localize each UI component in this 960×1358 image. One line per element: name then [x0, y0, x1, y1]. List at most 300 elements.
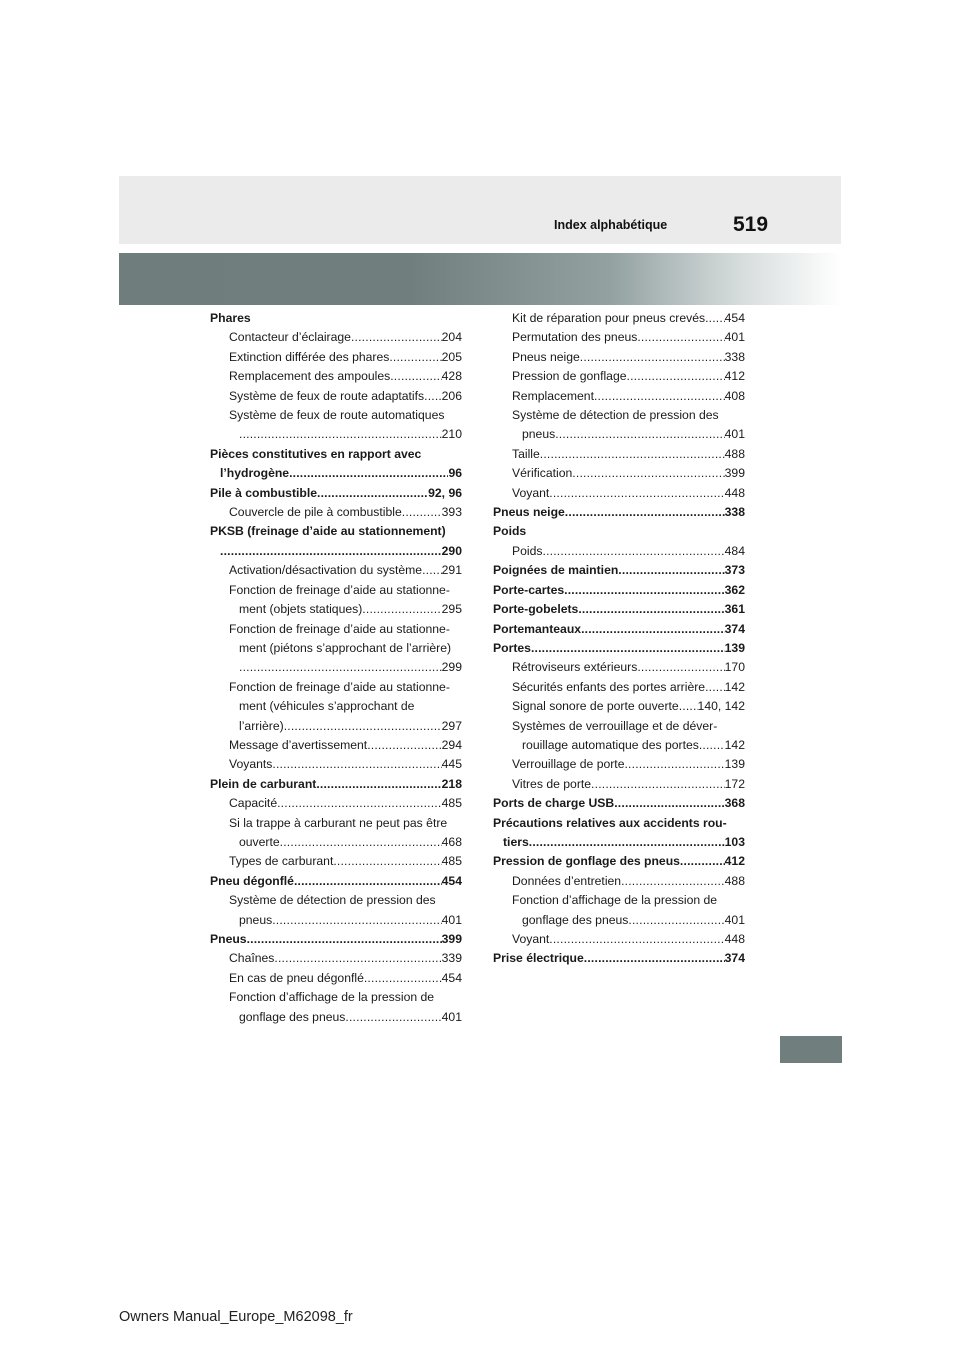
index-line — [229, 852, 462, 871]
index-line — [512, 367, 745, 386]
page-ref[interactable]: 103 — [724, 834, 745, 849]
dot-leader — [581, 620, 725, 639]
entry-text: Kit de réparation pour pneus crevés — [512, 311, 706, 325]
entry-text: l’arrière) — [239, 718, 284, 733]
entry-text: Portemanteaux — [493, 621, 582, 636]
index-line — [210, 542, 462, 561]
page-ref[interactable]: 408 — [724, 388, 745, 403]
entry-text: Système de détection de pression des — [229, 893, 436, 908]
entry-text: Pneus neige — [512, 349, 580, 364]
entry-text: ment (objets statiques) — [239, 602, 363, 617]
dot-leader — [549, 930, 724, 949]
index-entry — [210, 484, 462, 503]
dot-leader — [274, 949, 441, 968]
dot-leader — [367, 736, 441, 755]
entry-text: Message d’avertissement — [229, 737, 368, 752]
index-subentry — [493, 872, 745, 891]
page-ref[interactable]: 399 — [441, 932, 462, 946]
page-ref[interactable]: 218 — [441, 776, 462, 791]
entry-text: rouillage automatique des portes — [522, 737, 699, 752]
entry-text: Permutation des pneus — [512, 330, 638, 345]
entry-text: Remplacement — [512, 388, 594, 403]
index-line — [210, 872, 462, 891]
index-subentry — [210, 949, 462, 968]
index-line — [493, 794, 745, 813]
index-line — [512, 736, 745, 755]
section-title: Index alphabétique — [554, 218, 668, 232]
index-subentry — [210, 387, 462, 406]
index-line — [229, 561, 462, 580]
entry-text: ment (piétons s’approchant de l’arrière) — [239, 640, 452, 655]
footer-doc-name: Owners Manual_Europe_M62098_fr — [119, 1309, 353, 1325]
entry-text: gonflage des pneus — [239, 1009, 346, 1024]
index-line — [493, 639, 745, 658]
entry-text: Pneus neige — [493, 505, 565, 520]
index-subentry — [493, 484, 745, 503]
index-subentry — [210, 969, 462, 988]
index-subentry — [210, 620, 462, 678]
index-subentry — [210, 794, 462, 813]
page-ref[interactable]: 428 — [441, 369, 462, 384]
index-line — [229, 425, 462, 444]
index-line — [210, 522, 462, 541]
index-line — [493, 503, 745, 522]
index-subentry — [493, 697, 745, 716]
page-ref[interactable]: 445 — [441, 757, 462, 772]
dot-leader — [580, 348, 725, 367]
index-line — [512, 328, 745, 347]
entry-text: Ports de charge USB — [493, 796, 615, 811]
page-ref[interactable]: 448 — [724, 932, 745, 946]
page-ref[interactable]: 290 — [441, 543, 462, 558]
index-line — [229, 406, 462, 425]
dot-leader — [624, 755, 724, 774]
index-line — [493, 814, 745, 833]
index-line — [229, 717, 462, 736]
entry-text: Poignées de maintien — [493, 563, 619, 578]
entry-text: Chaînes — [229, 951, 275, 966]
dot-leader — [628, 911, 724, 930]
page-ref[interactable]: 205 — [441, 349, 462, 364]
page-ref[interactable]: 362 — [724, 582, 745, 597]
index-line — [493, 949, 745, 968]
dot-leader — [584, 949, 725, 968]
index-subentry — [210, 814, 462, 853]
dot-leader — [277, 794, 442, 813]
page-ref[interactable]: 485 — [441, 796, 462, 811]
index-line — [229, 678, 462, 697]
index-line — [229, 949, 462, 968]
index-subentry — [493, 717, 745, 756]
dot-leader — [614, 794, 724, 813]
entry-text: Poids — [512, 543, 543, 558]
index-subentry — [493, 658, 745, 677]
header-gradient-bar — [119, 253, 841, 305]
page-ref[interactable]: 374 — [724, 951, 745, 966]
dot-leader — [621, 872, 725, 891]
entry-text: Portes — [493, 640, 531, 655]
index-subentry — [210, 328, 462, 347]
index-line — [229, 755, 462, 774]
index-line — [512, 387, 745, 406]
dot-leader — [272, 755, 441, 774]
index-line — [210, 484, 462, 503]
dot-leader — [555, 425, 724, 444]
index-line — [512, 425, 745, 444]
entry-text: Fonction de freinage d’aide au stationne- — [229, 621, 450, 636]
entry-text: tiers — [503, 834, 529, 849]
index-line — [210, 445, 462, 464]
dot-leader — [549, 484, 724, 503]
index-subentry — [493, 464, 745, 483]
index-subentry — [210, 736, 462, 755]
entry-text: ment (véhicules s’approchant de — [239, 699, 415, 714]
index-line — [229, 891, 462, 910]
entry-text: Système de détection de pression des — [512, 408, 719, 423]
thumb-index-tab — [780, 1036, 842, 1063]
index-line — [512, 697, 745, 716]
entry-text: pneus — [239, 912, 273, 927]
index-subentry — [493, 891, 745, 930]
entry-text: En cas de pneu dégonflé — [229, 970, 364, 985]
index-line — [229, 988, 462, 1007]
index-column-right — [493, 309, 745, 969]
index-line — [512, 309, 745, 328]
index-line — [229, 367, 462, 386]
page-ref[interactable]: 361 — [724, 602, 745, 617]
index-subentry — [493, 406, 745, 445]
dot-leader — [540, 445, 725, 464]
page-ref[interactable]: 142 — [724, 737, 745, 752]
entry-text: Pneus — [210, 932, 247, 946]
index-line — [229, 620, 462, 639]
page-ref[interactable]: 295 — [441, 602, 462, 617]
index-line — [229, 969, 462, 988]
index-entry — [210, 445, 462, 484]
dot-leader — [390, 367, 441, 386]
index-line — [512, 406, 745, 425]
index-entry — [493, 561, 745, 580]
index-line — [229, 911, 462, 930]
dot-leader — [529, 833, 725, 852]
entry-text: Voyant — [512, 485, 550, 500]
page-ref[interactable]: 468 — [441, 834, 462, 849]
entry-text: Porte-gobelets — [493, 602, 579, 617]
index-entry — [493, 794, 745, 813]
entry-text: Poids — [493, 524, 527, 539]
page-ref[interactable]: 401 — [724, 330, 745, 345]
index-line — [512, 678, 745, 697]
index-subentry — [210, 348, 462, 367]
index-line — [512, 891, 745, 910]
page-ref[interactable]: 338 — [724, 349, 745, 364]
entry-text: Verrouillage de porte — [512, 757, 625, 772]
index-line — [210, 930, 462, 949]
page-ref[interactable]: 142 — [724, 679, 745, 694]
entry-text: Couvercle de pile à combustible — [229, 505, 402, 520]
page-ref[interactable]: 92, 96 — [428, 485, 462, 500]
page-ref[interactable]: 454 — [724, 311, 745, 325]
entry-text: Pneu dégonflé — [210, 873, 294, 888]
page-ref[interactable]: 401 — [724, 912, 745, 927]
index-subentry — [493, 775, 745, 794]
index-subentry — [210, 503, 462, 522]
index-line — [229, 697, 462, 716]
entry-text: PKSB (freinage d’aide au stationnement) — [210, 524, 446, 539]
page-ref[interactable]: 401 — [724, 427, 745, 442]
page-number: 519 — [733, 213, 769, 236]
dot-leader — [591, 775, 725, 794]
entry-text: ouverte — [239, 834, 280, 849]
entry-text: Pièces constitutives en rapport avec — [210, 446, 422, 461]
index-subentry — [210, 988, 462, 1027]
index-entry — [493, 949, 745, 968]
entry-text: Signal sonore de porte ouverte — [512, 699, 679, 714]
index-line — [512, 911, 745, 930]
page-ref[interactable]: 393 — [441, 505, 462, 520]
dot-leader — [531, 639, 725, 658]
index-subentry — [210, 406, 462, 445]
page-ref[interactable]: 488 — [724, 873, 745, 888]
page-ref[interactable]: 297 — [441, 718, 462, 733]
index-line — [229, 736, 462, 755]
dot-leader — [351, 328, 442, 347]
entry-text: Données d’entretien — [512, 873, 622, 888]
index-line — [493, 522, 745, 541]
index-line — [512, 484, 745, 503]
page-ref[interactable]: 299 — [441, 660, 462, 675]
index-line — [229, 600, 462, 619]
entry-text: Fonction d’affichage de la pression de — [512, 893, 718, 908]
dot-leader — [333, 852, 441, 871]
page-ref[interactable]: 170 — [724, 660, 745, 675]
page-ref[interactable]: 373 — [724, 563, 745, 578]
page-ref[interactable]: 339 — [441, 951, 462, 966]
page-ref[interactable]: 204 — [441, 330, 462, 345]
index-line — [229, 328, 462, 347]
page-ref[interactable]: 172 — [724, 776, 745, 791]
index-line — [512, 445, 745, 464]
entry-text: Fonction de freinage d’aide au stationne- — [229, 679, 450, 694]
page-ref[interactable]: 139 — [724, 757, 745, 772]
index-line — [210, 309, 462, 328]
entry-text: Extinction différée des phares — [229, 349, 390, 364]
index-line — [493, 833, 745, 852]
index-entry — [493, 600, 745, 619]
index-entry — [493, 581, 745, 600]
entry-text: Contacteur d’éclairage — [229, 330, 351, 345]
index-line — [493, 581, 745, 600]
page-ref[interactable]: 338 — [724, 505, 745, 520]
dot-leader — [345, 1008, 441, 1027]
index-subentry — [493, 678, 745, 697]
index-subentry — [493, 930, 745, 949]
index-line — [229, 387, 462, 406]
index-entry — [210, 522, 462, 561]
entry-text: Vitres de porte — [512, 776, 592, 791]
dot-leader — [284, 717, 442, 736]
index-line — [512, 930, 745, 949]
dot-leader — [389, 348, 441, 367]
entry-text: Fonction de freinage d’aide au stationne- — [229, 582, 450, 597]
entry-text: Système de feux de route automatiques — [229, 408, 445, 423]
dot-leader — [594, 387, 725, 406]
index-line — [229, 833, 462, 852]
index-line — [512, 775, 745, 794]
index-entry — [493, 620, 745, 639]
entry-text: Fonction d’affichage de la pression de — [229, 990, 435, 1005]
dot-leader — [289, 464, 448, 483]
entry-text: Prise électrique — [493, 951, 584, 966]
page-ref[interactable]: 454 — [441, 873, 462, 888]
index-subentry — [210, 561, 462, 580]
entry-text: Si la trappe à carburant ne peut pas être — [229, 815, 448, 830]
index-entry — [210, 872, 462, 891]
page-ref[interactable]: 448 — [724, 485, 745, 500]
page-ref[interactable]: 484 — [724, 543, 745, 558]
entry-text: pneus — [522, 427, 556, 442]
page-ref[interactable]: 368 — [724, 796, 745, 811]
entry-text: Voyants — [229, 757, 273, 772]
index-subentry — [493, 542, 745, 561]
dot-leader — [220, 542, 442, 561]
dot-leader — [239, 425, 442, 444]
dot-leader — [364, 969, 442, 988]
dot-leader — [637, 328, 724, 347]
entry-text: Capacité — [229, 796, 278, 811]
index-line — [512, 658, 745, 677]
page-ref[interactable]: 401 — [441, 1009, 462, 1024]
entry-text: Pile à combustible — [210, 485, 318, 500]
dot-leader — [247, 930, 442, 949]
index-line — [210, 464, 462, 483]
index-entry — [493, 814, 745, 853]
index-subentry — [493, 445, 745, 464]
index-subentry — [493, 387, 745, 406]
page-ref[interactable]: 412 — [724, 854, 745, 869]
page-ref[interactable]: 488 — [724, 446, 745, 461]
page-ref[interactable]: 139 — [724, 640, 745, 655]
dot-leader — [705, 678, 725, 697]
index-line — [229, 503, 462, 522]
entry-text: Systèmes de verrouillage et de déver- — [512, 718, 718, 733]
dot-leader — [424, 387, 442, 406]
page-ref[interactable]: 454 — [441, 970, 462, 985]
dot-leader — [578, 600, 724, 619]
index-subentry — [493, 367, 745, 386]
dot-leader — [402, 503, 442, 522]
index-column-left — [210, 309, 462, 1027]
index-line — [229, 581, 462, 600]
index-line — [512, 542, 745, 561]
index-subentry — [210, 755, 462, 774]
index-subentry — [210, 678, 462, 736]
entry-text: Taille — [512, 446, 540, 461]
index-entry — [493, 503, 745, 522]
page-ref[interactable]: 140, 142 — [697, 699, 745, 714]
index-line — [512, 872, 745, 891]
dot-leader — [680, 852, 725, 871]
entry-text: Système de feux de route adaptatifs — [229, 388, 425, 403]
index-entry — [493, 852, 745, 871]
index-entry — [493, 522, 745, 541]
index-subentry — [210, 367, 462, 386]
page-ref[interactable]: 399 — [724, 466, 745, 481]
index-line — [229, 794, 462, 813]
dot-leader — [317, 484, 428, 503]
entry-text: Rétroviseurs extérieurs — [512, 660, 638, 675]
index-subentry — [493, 348, 745, 367]
index-entry — [210, 309, 462, 328]
dot-leader — [543, 542, 725, 561]
dot-leader — [572, 464, 724, 483]
index-line — [229, 814, 462, 833]
index-line — [493, 561, 745, 580]
entry-text: Voyant — [512, 932, 550, 946]
entry-text: Pression de gonflage des pneus — [493, 854, 680, 869]
page-ref[interactable]: 412 — [724, 369, 745, 384]
index-line — [493, 852, 745, 871]
index-subentry — [493, 328, 745, 347]
dot-leader — [705, 309, 725, 328]
page-ref[interactable]: 294 — [441, 737, 462, 752]
index-subentry — [493, 309, 745, 328]
index-line — [512, 464, 745, 483]
index-line — [229, 1008, 462, 1027]
entry-text: Sécurités enfants des portes arrière — [512, 679, 706, 694]
entry-text: Vérification — [512, 466, 573, 481]
page-ref[interactable]: 96 — [448, 466, 462, 481]
dot-leader — [637, 658, 724, 677]
dot-leader — [565, 503, 725, 522]
dot-leader — [239, 658, 442, 677]
entry-text: Activation/désactivation du système — [229, 563, 423, 578]
dot-leader — [627, 367, 725, 386]
entry-text: Porte-cartes — [493, 582, 565, 597]
dot-leader — [564, 581, 725, 600]
index-line — [210, 775, 462, 794]
page-ref[interactable]: 374 — [724, 621, 745, 636]
entry-text: Types de carburant — [229, 854, 334, 869]
page-ref[interactable]: 210 — [441, 427, 462, 442]
page-ref[interactable]: 206 — [441, 388, 462, 403]
entry-text: Plein de carburant — [210, 776, 317, 791]
index-line — [229, 639, 462, 658]
index-entry — [210, 775, 462, 794]
dot-leader — [679, 697, 698, 716]
entry-text: Remplacement des ampoules — [229, 369, 391, 384]
page-ref[interactable]: 485 — [441, 854, 462, 869]
index-line — [493, 620, 745, 639]
index-entry — [210, 930, 462, 949]
page-ref[interactable]: 291 — [441, 563, 462, 578]
entry-text: Pression de gonflage — [512, 369, 627, 384]
index-line — [512, 755, 745, 774]
dot-leader — [362, 600, 441, 619]
page-ref[interactable]: 401 — [441, 912, 462, 927]
index-line — [512, 348, 745, 367]
index-line — [229, 658, 462, 677]
dot-leader — [280, 833, 442, 852]
index-subentry — [210, 581, 462, 620]
index-subentry — [210, 852, 462, 871]
index-subentry — [210, 891, 462, 930]
index-subentry — [493, 755, 745, 774]
dot-leader — [699, 736, 725, 755]
dot-leader — [316, 775, 441, 794]
index-line — [229, 348, 462, 367]
entry-text: Phares — [210, 311, 251, 325]
